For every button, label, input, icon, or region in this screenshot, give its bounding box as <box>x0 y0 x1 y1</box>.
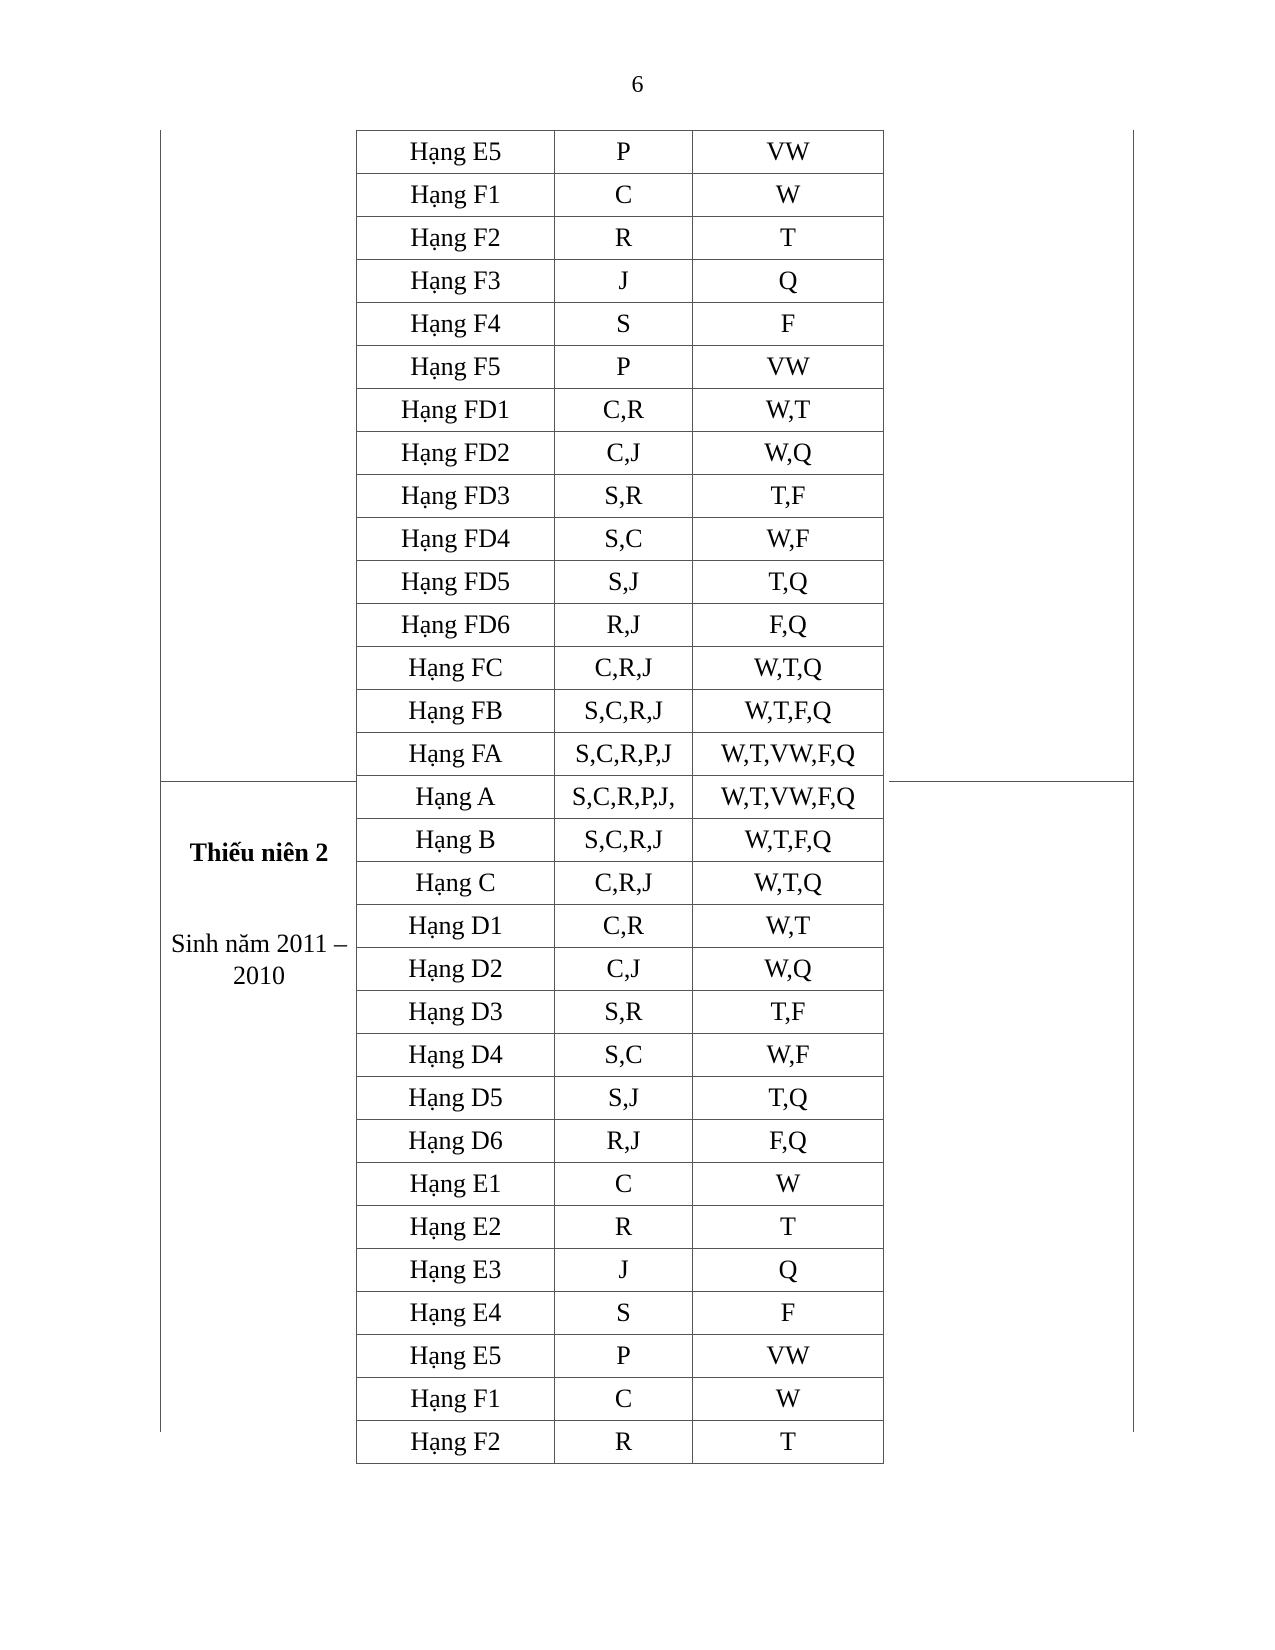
table-row <box>357 776 884 819</box>
group-birth-years: Sinh năm 2011 – 2010 <box>171 929 347 990</box>
rank-cell: Hạng D4 <box>357 1034 555 1077</box>
events-cell: F,Q <box>693 1120 884 1163</box>
code-cell: R,J <box>555 604 693 647</box>
table-row <box>357 217 884 260</box>
rank-cell: Hạng C <box>357 862 555 905</box>
events-cell: W,T,VW,F,Q <box>693 733 884 776</box>
rank-cell: Hạng FD5 <box>357 561 555 604</box>
events-cell: T,Q <box>693 561 884 604</box>
rank-cell: Hạng FD6 <box>357 604 555 647</box>
code-cell: C <box>555 1378 693 1421</box>
events-cell: W,T <box>693 389 884 432</box>
code-cell: C,R,J <box>555 647 693 690</box>
table-row <box>357 1292 884 1335</box>
events-cell: W,T,F,Q <box>693 819 884 862</box>
rank-cell: Hạng FD4 <box>357 518 555 561</box>
events-cell: T,F <box>693 991 884 1034</box>
table-row <box>357 346 884 389</box>
code-cell: C <box>555 174 693 217</box>
events-cell: F <box>693 1292 884 1335</box>
events-cell: W,T,Q <box>693 862 884 905</box>
table-row <box>357 1206 884 1249</box>
code-cell: S <box>555 303 693 346</box>
table-row <box>357 389 884 432</box>
table-row <box>357 991 884 1034</box>
events-cell: F <box>693 303 884 346</box>
code-cell: C,R <box>555 389 693 432</box>
code-cell: C <box>555 1163 693 1206</box>
rank-cell: Hạng D5 <box>357 1077 555 1120</box>
code-cell: R <box>555 1421 693 1464</box>
rank-cell: Hạng D2 <box>357 948 555 991</box>
table-row <box>357 561 884 604</box>
table-row <box>357 1378 884 1421</box>
code-cell: S,C,R,J <box>555 819 693 862</box>
code-cell: S,C,R,P,J, <box>555 776 693 819</box>
events-cell: W,T,F,Q <box>693 690 884 733</box>
table-row <box>357 174 884 217</box>
group-divider-left <box>160 781 356 782</box>
rank-cell: Hạng F2 <box>357 1421 555 1464</box>
code-cell: S <box>555 1292 693 1335</box>
code-cell: S,R <box>555 475 693 518</box>
code-cell: J <box>555 260 693 303</box>
rank-cell: Hạng FD3 <box>357 475 555 518</box>
code-cell: P <box>555 131 693 174</box>
rank-cell: Hạng B <box>357 819 555 862</box>
rank-cell: Hạng FC <box>357 647 555 690</box>
code-cell: P <box>555 1335 693 1378</box>
rank-cell: Hạng E4 <box>357 1292 555 1335</box>
events-cell: T <box>693 217 884 260</box>
events-cell: VW <box>693 346 884 389</box>
rank-cell: Hạng F3 <box>357 260 555 303</box>
rank-cell: Hạng F2 <box>357 217 555 260</box>
rank-cell: Hạng F1 <box>357 1378 555 1421</box>
events-cell: T,Q <box>693 1077 884 1120</box>
table-row <box>357 260 884 303</box>
table-row <box>357 690 884 733</box>
group-divider-right <box>889 781 1134 782</box>
code-cell: C,R <box>555 905 693 948</box>
events-cell: W,T,Q <box>693 647 884 690</box>
rank-cell: Hạng A <box>357 776 555 819</box>
table-row <box>357 905 884 948</box>
code-cell: S,C <box>555 518 693 561</box>
code-cell: S,J <box>555 1077 693 1120</box>
events-cell: F,Q <box>693 604 884 647</box>
rank-cell: Hạng E2 <box>357 1206 555 1249</box>
table-row <box>357 1335 884 1378</box>
rank-cell: Hạng F4 <box>357 303 555 346</box>
table-row <box>357 862 884 905</box>
rank-cell: Hạng F1 <box>357 174 555 217</box>
events-cell: W,T <box>693 905 884 948</box>
code-cell: S,C <box>555 1034 693 1077</box>
table-row <box>357 518 884 561</box>
table-row <box>357 303 884 346</box>
events-cell: VW <box>693 131 884 174</box>
rank-table <box>356 130 884 1464</box>
rank-cell: Hạng E1 <box>357 1163 555 1206</box>
events-cell: W,F <box>693 518 884 561</box>
table-row <box>357 604 884 647</box>
code-cell: R <box>555 1206 693 1249</box>
group-name: Thiếu niên 2 <box>189 838 329 867</box>
events-cell: T <box>693 1206 884 1249</box>
table-row <box>357 1249 884 1292</box>
table-row <box>357 131 884 174</box>
rank-cell: Hạng D1 <box>357 905 555 948</box>
code-cell: S,J <box>555 561 693 604</box>
rank-cell: Hạng D3 <box>357 991 555 1034</box>
code-cell: J <box>555 1249 693 1292</box>
table-row <box>357 475 884 518</box>
rank-cell: Hạng FB <box>357 690 555 733</box>
events-cell: W <box>693 1378 884 1421</box>
events-cell: Q <box>693 260 884 303</box>
code-cell: S,C,R,J <box>555 690 693 733</box>
table-row <box>357 1421 884 1464</box>
events-cell: VW <box>693 1335 884 1378</box>
table-row <box>357 432 884 475</box>
events-cell: T,F <box>693 475 884 518</box>
table-row <box>357 647 884 690</box>
rank-table-body <box>357 131 884 1464</box>
events-cell: W,Q <box>693 432 884 475</box>
rank-cell: Hạng E5 <box>357 1335 555 1378</box>
code-cell: C,J <box>555 432 693 475</box>
events-cell: Q <box>693 1249 884 1292</box>
code-cell: R <box>555 217 693 260</box>
code-cell: P <box>555 346 693 389</box>
rank-cell: Hạng D6 <box>357 1120 555 1163</box>
events-cell: W <box>693 174 884 217</box>
code-cell: S,R <box>555 991 693 1034</box>
code-cell: S,C,R,P,J <box>555 733 693 776</box>
table-row <box>357 733 884 776</box>
events-cell: W,F <box>693 1034 884 1077</box>
table-row <box>357 948 884 991</box>
rank-cell: Hạng E3 <box>357 1249 555 1292</box>
table-row <box>357 819 884 862</box>
events-cell: W <box>693 1163 884 1206</box>
code-cell: C,J <box>555 948 693 991</box>
events-cell: T <box>693 1421 884 1464</box>
page-number: 6 <box>631 72 644 98</box>
rank-cell: Hạng E5 <box>357 131 555 174</box>
table-row <box>357 1163 884 1206</box>
rank-cell: Hạng FD2 <box>357 432 555 475</box>
table-row <box>357 1077 884 1120</box>
rank-cell: Hạng F5 <box>357 346 555 389</box>
code-cell: C,R,J <box>555 862 693 905</box>
events-cell: W,Q <box>693 948 884 991</box>
rank-cell: Hạng FA <box>357 733 555 776</box>
table-row <box>357 1120 884 1163</box>
code-cell: R,J <box>555 1120 693 1163</box>
table-row <box>357 1034 884 1077</box>
rank-cell: Hạng FD1 <box>357 389 555 432</box>
events-cell: W,T,VW,F,Q <box>693 776 884 819</box>
